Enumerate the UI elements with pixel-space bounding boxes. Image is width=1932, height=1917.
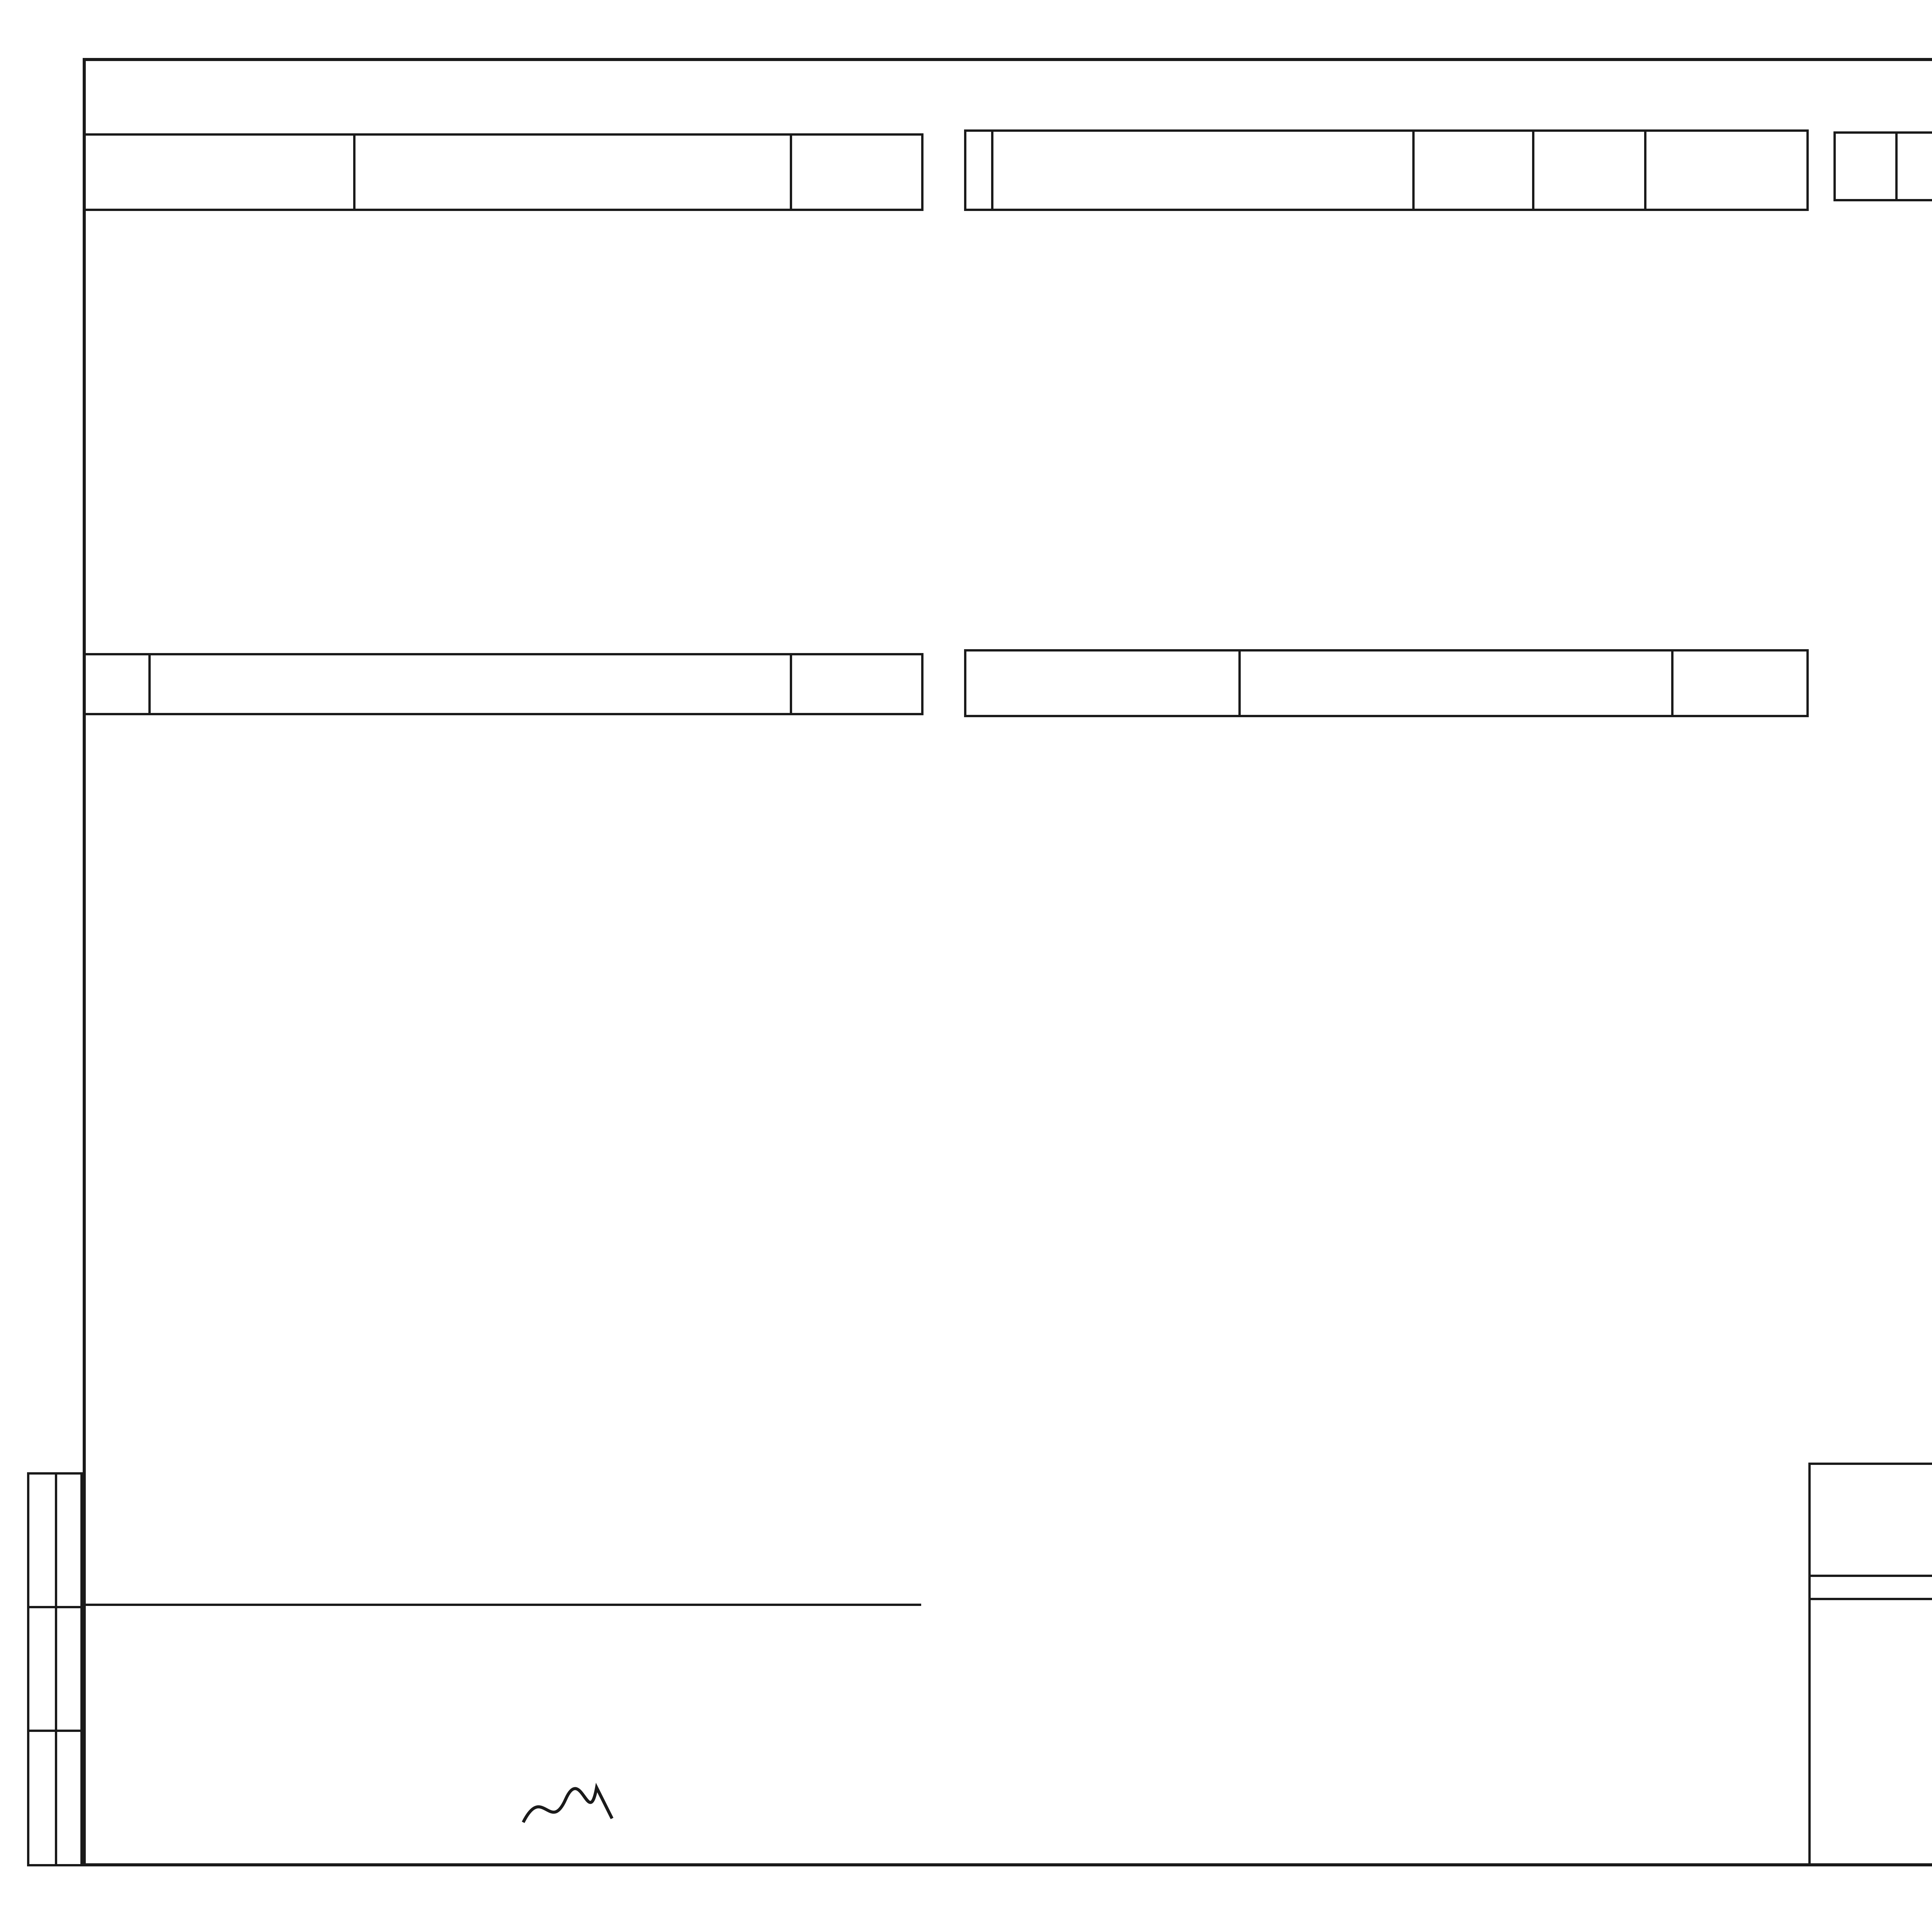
refs-header-code — [965, 650, 1240, 716]
volumes-header-qty — [1533, 131, 1645, 210]
sheets-header-name — [150, 654, 791, 714]
chief-signature-stroke — [523, 1788, 612, 1822]
tb-divider — [1808, 1598, 1932, 1600]
refs-table — [964, 649, 1809, 717]
side-stamp-divider — [29, 1730, 80, 1732]
specs-table — [1833, 131, 1932, 201]
sheets-table — [83, 653, 923, 715]
tb-left — [1808, 1463, 1932, 1866]
side-stamp-divider — [29, 1606, 80, 1608]
title-block — [1808, 1463, 1932, 1866]
refs-header-name — [1240, 650, 1672, 716]
side-stamp-divider — [55, 1475, 57, 1864]
tb-divider — [1808, 1575, 1932, 1577]
refs-header-note — [1672, 650, 1808, 716]
volumes-header-code — [1413, 131, 1533, 210]
sheets-header-note — [791, 654, 922, 714]
kits-table — [83, 133, 923, 211]
volumes-header-name — [992, 131, 1413, 210]
volumes-header-num — [965, 131, 992, 210]
kits-header-name — [354, 134, 791, 210]
kits-header-note — [791, 134, 922, 210]
statement-block — [83, 1604, 921, 1869]
sheets-header-sheet — [84, 654, 150, 714]
volumes-table — [964, 129, 1809, 211]
chief-signature — [519, 1776, 620, 1838]
specs-header-sheet — [1835, 133, 1896, 200]
specs-header-name — [1896, 133, 1932, 200]
side-stamp — [27, 1472, 83, 1866]
kits-header-code — [84, 134, 354, 210]
volumes-header-note — [1645, 131, 1808, 210]
drawing-frame — [83, 58, 1932, 1866]
